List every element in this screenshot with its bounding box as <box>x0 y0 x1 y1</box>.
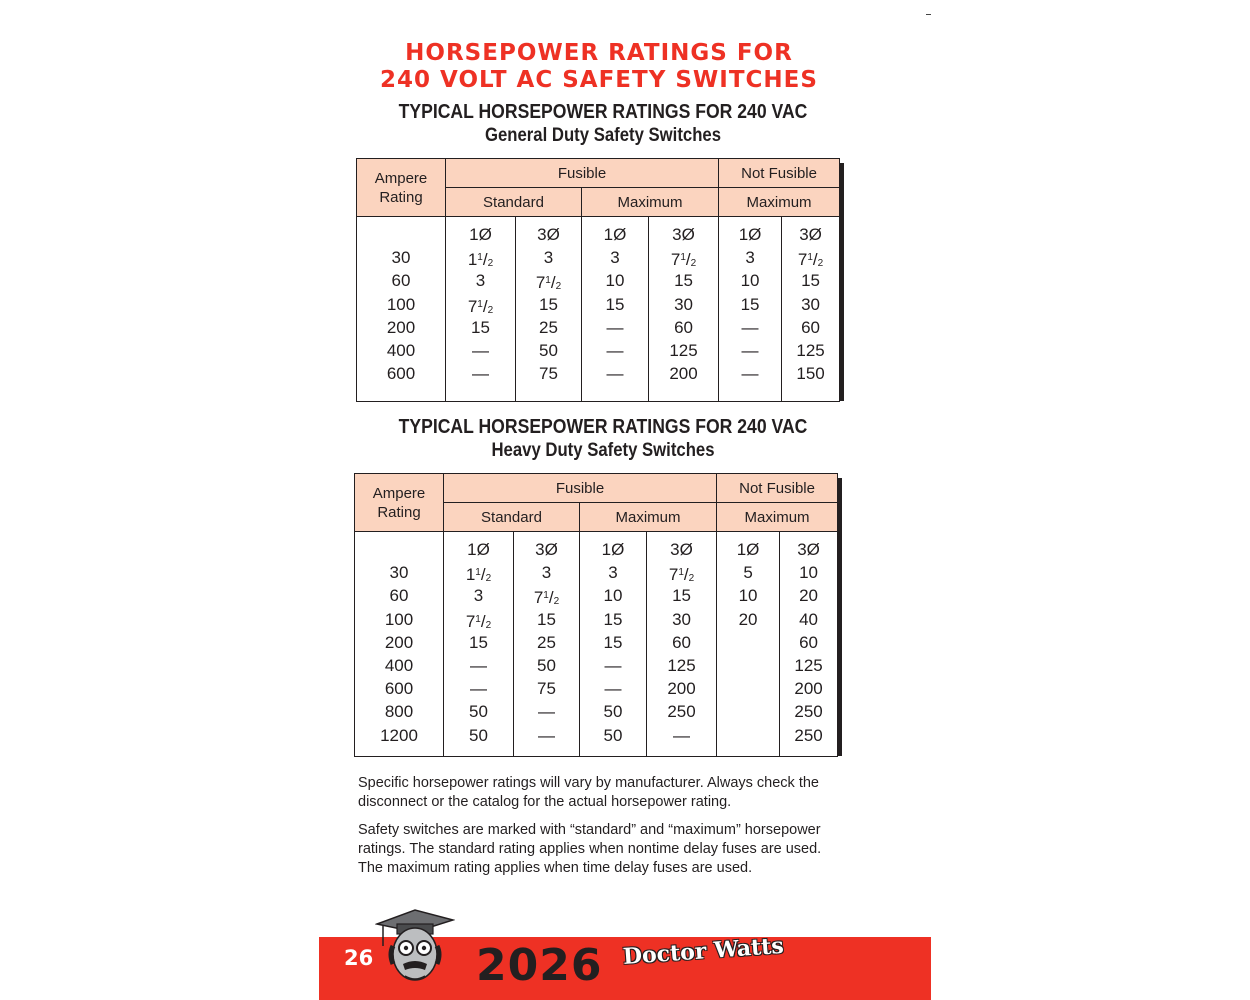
table-cell: 125 <box>669 340 698 360</box>
table-cell: — <box>606 317 624 337</box>
table-cell: 60 <box>801 317 820 337</box>
table-cell: 5 <box>743 563 753 583</box>
table-cell: 3 <box>610 248 620 268</box>
maximum-header: Maximum <box>580 503 717 532</box>
page-title-line-1: HORSEPOWER RATINGS FOR <box>405 40 793 66</box>
table-cell: 15 <box>605 294 625 314</box>
table-cell <box>355 538 443 561</box>
table-column <box>647 532 717 757</box>
table-cell: 3 <box>608 563 618 583</box>
table-cell: 200 <box>794 679 823 699</box>
table-cell: 60 <box>391 271 411 291</box>
book-year: 2026 <box>476 940 603 991</box>
table-cell: 15 <box>469 632 488 652</box>
table-cell: — <box>741 317 759 337</box>
table-cell: $7^1/_2$ <box>467 296 494 316</box>
table-cell: 400 <box>384 655 414 675</box>
table-cell: 10 <box>605 271 625 291</box>
table-cell: 10 <box>603 586 623 606</box>
table-cell: 200 <box>669 364 698 384</box>
table-cell: 250 <box>667 702 696 722</box>
standard-header: Standard <box>444 503 580 532</box>
table-cell: 15 <box>740 294 760 314</box>
table-cell: 600 <box>386 364 416 384</box>
table-cell: — <box>741 340 759 360</box>
table-cell: 1200 <box>380 725 418 745</box>
table-cell: 50 <box>537 655 556 675</box>
table-cell: $7^1/_2$ <box>465 611 492 631</box>
table-cell: 15 <box>539 294 558 314</box>
general-duty-subheading: General Duty Safety Switches <box>484 125 722 146</box>
table-cell: 50 <box>539 340 558 360</box>
table-cell: 30 <box>389 563 409 583</box>
table-cell: — <box>472 364 489 384</box>
table-cell: 125 <box>796 340 825 360</box>
table-cell: 3 <box>475 271 486 291</box>
table-column <box>514 532 580 757</box>
not-fusible-maximum-header: Maximum <box>719 188 840 217</box>
table-cell: 30 <box>801 294 820 314</box>
corner-mark <box>926 14 931 15</box>
table-cell: 60 <box>672 632 691 652</box>
book-name: Doctor Watts <box>622 932 785 970</box>
table-cell: 10 <box>738 586 758 606</box>
table-cell: 20 <box>799 586 818 606</box>
heavy-duty-heading-line: TYPICAL HORSEPOWER RATINGS FOR 240 VAC <box>398 416 808 438</box>
table-cell: 3Ø <box>672 225 695 244</box>
table-cell: 100 <box>384 609 414 629</box>
table-cell: $7^1/_2$ <box>668 565 695 585</box>
table-cell: 200 <box>667 679 696 699</box>
table-body-row <box>355 532 838 757</box>
table-cell: 20 <box>738 609 758 629</box>
ampere-rating-header: Ampere Rating <box>355 474 444 532</box>
table-column <box>649 217 719 402</box>
table-cell: 10 <box>799 563 818 583</box>
maximum-header: Maximum <box>582 188 719 217</box>
table-cell: 15 <box>674 271 693 291</box>
fusible-header: Fusible <box>446 159 719 188</box>
table-cell: 250 <box>794 725 823 745</box>
table-cell: — <box>470 655 487 675</box>
table-cell: 3 <box>473 586 484 606</box>
table-cell: — <box>538 725 555 745</box>
table-cell: 150 <box>796 364 825 384</box>
note-standard-maximum: Safety switches are marked with “standard” and “maximum” horsepower ratings. The standard rating applies when nontime delay fuses are used. The maximum rating applies when time delay fuses are used. <box>358 822 822 876</box>
table-cell: 1Ø <box>467 540 490 559</box>
table-cell: 60 <box>674 317 693 337</box>
table-cell: — <box>673 725 691 745</box>
standard-header: Standard <box>446 188 582 217</box>
page-title-line-2: 240 VOLT AC SAFETY SWITCHES <box>380 67 818 93</box>
table-cell: $1^1/_2$ <box>465 565 492 585</box>
table-cell: 15 <box>537 609 556 629</box>
table-cell: 200 <box>386 317 416 337</box>
table-cell: $1^1/_2$ <box>467 250 494 270</box>
table-column <box>780 532 838 757</box>
general-duty-heading <box>353 100 853 148</box>
heavy-duty-heading <box>353 415 853 463</box>
table-cell: $7^1/_2$ <box>670 250 697 270</box>
note-ratings-vary: Specific horsepower ratings will vary by manufacturer. Always check the disconnect or the catalog for the actual horsepower rating. <box>358 775 819 810</box>
table-column <box>782 217 840 402</box>
table-cell: 3Ø <box>537 225 560 244</box>
table-cell: 400 <box>386 340 416 360</box>
table-cell: 600 <box>384 679 414 699</box>
table-column <box>580 532 647 757</box>
table-cell: 3 <box>543 248 554 268</box>
table-cell: — <box>604 679 622 699</box>
table-cell: 75 <box>537 679 556 699</box>
table-cell: $7^1/_2$ <box>533 588 560 608</box>
table-cell: 3Ø <box>797 540 820 559</box>
table-column <box>719 217 782 402</box>
page-number: 26 <box>344 946 374 970</box>
table-cell: — <box>741 364 759 384</box>
fusible-header: Fusible <box>444 474 717 503</box>
not-fusible-header: Not Fusible <box>719 159 840 188</box>
table-cell: 50 <box>603 725 623 745</box>
table-cell: $7^1/_2$ <box>535 273 562 293</box>
not-fusible-header: Not Fusible <box>717 474 838 503</box>
table-cell: 50 <box>603 702 623 722</box>
table-cell: 40 <box>799 609 818 629</box>
horsepower-table <box>354 473 838 757</box>
table-cell: 25 <box>537 632 556 652</box>
table-cell: 200 <box>384 632 414 652</box>
table-cell: 30 <box>674 294 693 314</box>
table-cell: 3Ø <box>670 540 693 559</box>
table-cell: 100 <box>386 294 416 314</box>
table-cell: — <box>472 340 489 360</box>
table-column <box>717 532 780 757</box>
table-column <box>444 532 514 757</box>
heavy-duty-subheading: Heavy Duty Safety Switches <box>491 440 715 461</box>
table-cell: 1Ø <box>738 225 762 244</box>
table-cell: — <box>606 364 624 384</box>
page-title <box>319 40 879 94</box>
table-cell: 15 <box>471 317 490 337</box>
table-cell: 1Ø <box>469 225 492 244</box>
table-column <box>355 532 444 757</box>
table-cell: 25 <box>539 317 558 337</box>
table-cell: 60 <box>389 586 409 606</box>
table-cell: — <box>604 655 622 675</box>
table-cell: 15 <box>603 632 623 652</box>
table-cell: 75 <box>539 364 558 384</box>
table-column <box>357 217 446 402</box>
table-cell: 30 <box>672 609 691 629</box>
table-column <box>582 217 649 402</box>
table-cell: 3Ø <box>535 540 558 559</box>
table-column <box>516 217 582 402</box>
table-cell: 800 <box>384 702 414 722</box>
table-cell: 3 <box>541 563 552 583</box>
table-cell: — <box>606 340 624 360</box>
table-cell: 15 <box>672 586 691 606</box>
table-cell: 3Ø <box>799 225 822 244</box>
table-cell: 15 <box>603 609 623 629</box>
table-cell: 60 <box>799 632 818 652</box>
table-cell: 250 <box>794 702 823 722</box>
table-cell: $7^1/_2$ <box>797 250 824 270</box>
table-cell: 50 <box>469 702 488 722</box>
horsepower-table <box>356 158 840 402</box>
doctor-mascot-icon <box>375 906 455 984</box>
table-cell: 1Ø <box>603 225 627 244</box>
not-fusible-maximum-header: Maximum <box>717 503 838 532</box>
table-cell: 1Ø <box>601 540 625 559</box>
table-cell: 125 <box>794 655 823 675</box>
table-cell: 1Ø <box>736 540 760 559</box>
table-cell: 50 <box>469 725 488 745</box>
table-cell: 30 <box>391 248 411 268</box>
table-body-row <box>357 217 840 402</box>
general-duty-heading-line: TYPICAL HORSEPOWER RATINGS FOR 240 VAC <box>398 101 808 123</box>
table-cell: 10 <box>740 271 760 291</box>
table-cell: — <box>470 679 487 699</box>
table-cell: — <box>538 702 555 722</box>
ampere-rating-header: Ampere Rating <box>357 159 446 217</box>
table-cell: 125 <box>667 655 696 675</box>
table-cell: 15 <box>801 271 820 291</box>
table-cell: 3 <box>745 248 755 268</box>
table-cell <box>357 223 445 246</box>
table-column <box>446 217 516 402</box>
